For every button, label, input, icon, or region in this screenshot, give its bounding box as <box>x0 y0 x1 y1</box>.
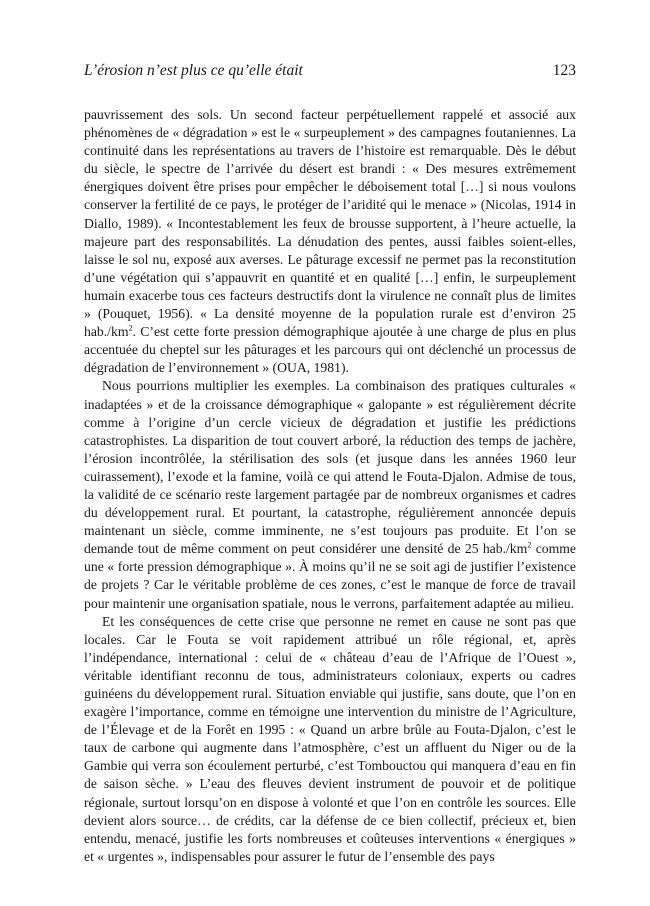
running-title: L’érosion n’est plus ce qu’elle était <box>84 62 303 79</box>
page-number: 123 <box>552 62 576 79</box>
paragraph-2-text-cont: comme une « forte pression démographique ». À moins qu’il ne se soit agi de justifier l’existence de projets ? Car le véritable problème de ces zones, c’est le manque de force de travail pour maintenir une organisation spatiale, nous le verrons, parfaitement adaptée au milieu. <box>84 541 576 611</box>
paragraph-2 <box>84 377 576 612</box>
paragraph-3 <box>84 613 576 866</box>
running-header <box>84 62 576 86</box>
body-text <box>84 106 576 866</box>
superscript-2: 2 <box>527 540 532 550</box>
paragraph-2-text: Nous pourrions multiplier les exemples. La combinaison des pratiques culturales « inadaptées » et de la croissance démographique « galopante » est régulièrement décrite comme à l’origine d’un cercle vicieux de dégradation et justifie les prédictions catastrophistes. La disparition de tout couvert arboré, la réduction des temps de jachère, l’érosion incontrôlée, la stérilisation des sols (et jusque dans les années 1960 leur cuirassement), l’exode et la famine, voilà ce qui attend le Fouta-Djalon. Admise de tous, la validité de ce scénario reste largement partagée par de nombreux organismes et cadres du développement rural. Et pourtant, la catastrophe, régulièrement annoncée depuis maintenant un siècle, comme imminente, ne s’est toujours pas produite. Et l’on se demande tout de même comment on peut considérer une densité de 25 hab./km <box>84 378 576 557</box>
paragraph-3-text: Et les conséquences de cette crise que personne ne remet en cause ne sont pas que locales. Car le Fouta se voit rapidement attribué un rôle régional, et, après l’indépendance, international : celui de « château d’eau de l’Afrique de l’Ouest », véritable identifiant reconnu de tous, administrateurs coloniaux, experts ou cadres guinéens du développement rural. Situation enviable qui justifie, sans doute, que l’on en exagère l’importance, comme en témoigne une intervention du ministre de l’Agriculture, de l’Élevage et de la Forêt en 1995 : « Quand un arbre brûle au Fouta-Djalon, c’est le taux de carbone qui augmente dans l’atmosphère, c’est un affluent du Niger ou de la Gambie qui verra son écoulement perturbé, c’est Tombouctou qui manquera d’eau en fin de saison sèche. » L’eau des fleuves devient instrument de pouvoir et de politique régionale, surtout lorsqu’on en dispose à volonté et que l’on en contrôle les sources. Elle devient alors source… de crédits, car la défense de ce bien collectif, précieux et, bien entendu, menacé, justifie les forts nombreuses et coûteuses interventions « énergiques » et « urgentes », indispensables pour assurer le futur de l’ensemble des pays <box>84 613 576 864</box>
superscript-2: 2 <box>128 323 133 333</box>
paragraph-1 <box>84 106 576 377</box>
paragraph-1-text: pauvrissement des sols. Un second facteur perpétuellement rappelé et associé aux phénomènes de « dégradation » est le « surpeuplement » des campagnes foutaniennes. La continuité dans les représentations au travers de l’histoire est remarquable. Dès le début du siècle, le spectre de l’arrivée du désert est brandi : « Des mesures extrêmement énergiques doivent être prises pour empêcher le déboisement total […] si nous voulons conserver la fertilité de ce pays, le protéger de l’aridité qui le menace » (Nicolas, 1914 in Diallo, 1989). « Incontestablement les feux de brousse supportent, à l’heure actuelle, la majeure part des responsabilités. La dénudation des pentes, aussi faibles soient-elles, laisse le sol nu, exposé aux averses. Le pâturage excessif ne permet pas la reconstitution d’une végétation qui s’appauvrit en quantité et en qualité […] enfin, le surpeuplement humain exacerbe tous ces facteurs destructifs dont la virulence ne connaît plus de limites » (Pouquet, 1956). « La densité moyenne de la population rurale est d’environ 25 hab./km <box>84 107 576 340</box>
paragraph-1-text-cont: . C’est cette forte pression démographique ajoutée à une charge de plus en plus accentuée du cheptel sur les pâturages et les parcours qui ont déclenché un processus de dégradation de l’environnement » (OUA, 1981). <box>84 324 576 376</box>
